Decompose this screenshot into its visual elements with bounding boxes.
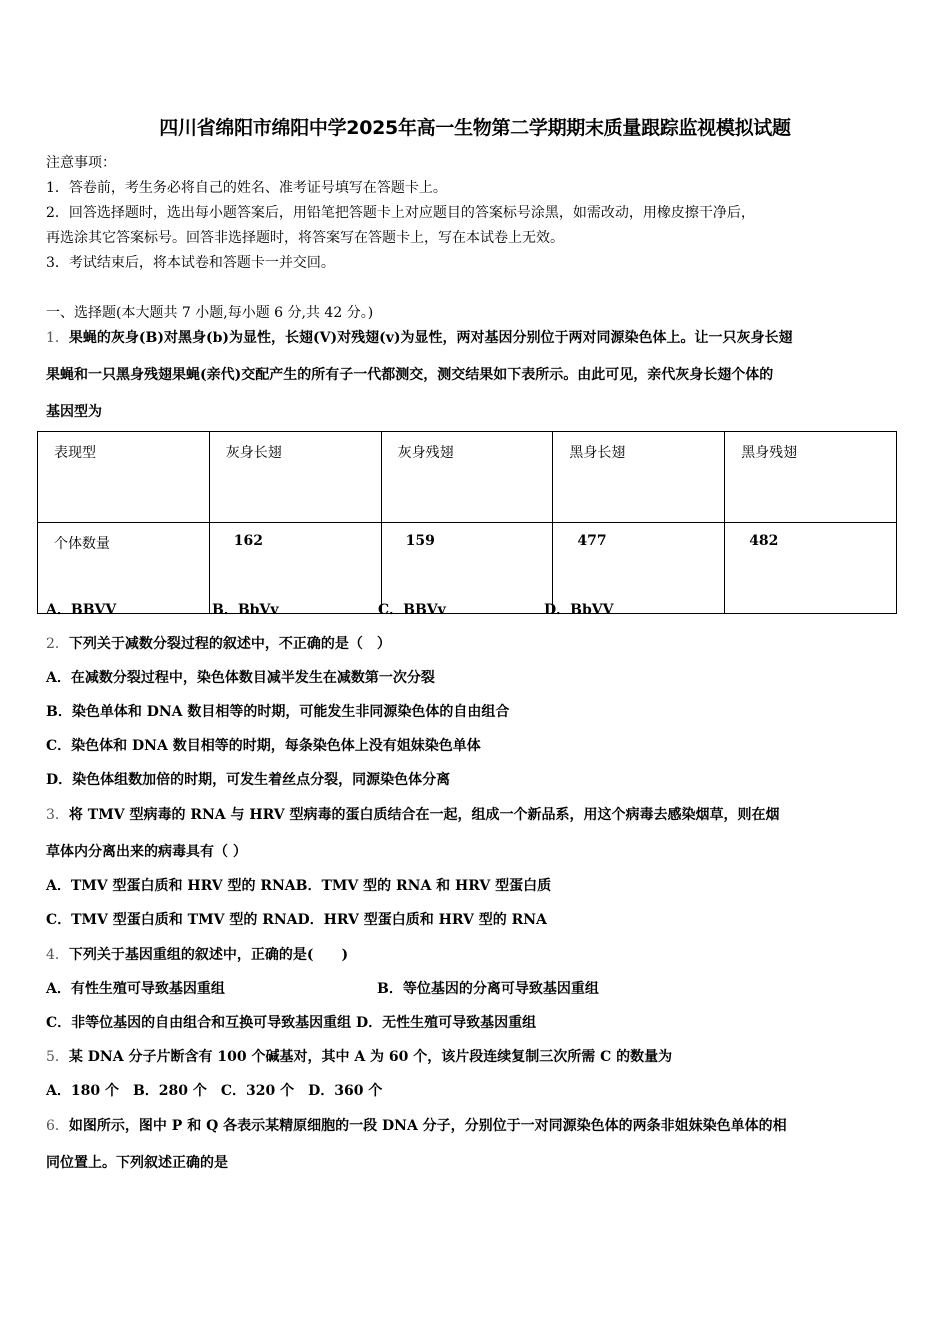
q4-options-ab xyxy=(46,978,906,998)
table-header-cell: 黑身残翅 xyxy=(725,432,897,523)
q1-options xyxy=(46,599,906,619)
q4-options-cd: C．非等位基因的自由组合和互换可导致基因重组 D．无性生殖可导致基因重组 xyxy=(46,1015,537,1031)
q6-line-2: 同位置上。下列叙述正确的是 xyxy=(46,1155,228,1171)
table-cell: 477 xyxy=(553,523,725,614)
notice-item-1: 1．答卷前，考生务必将自己的姓名、准考证号填写在答题卡上。 xyxy=(46,180,447,196)
q5-stem xyxy=(46,1046,906,1066)
q2-stem xyxy=(46,633,906,653)
q1-line-3: 基因型为 xyxy=(46,404,102,420)
section-heading: 一、选择题(本大题共 7 小题,每小题 6 分,共 42 分。) xyxy=(46,305,374,321)
q4-text: 下列关于基因重组的叙述中，正确的是( ) xyxy=(68,947,349,963)
table-cell: 159 xyxy=(381,523,553,614)
table-header-cell: 黑身长翅 xyxy=(553,432,725,523)
q1-option-d: D．BbVV xyxy=(544,602,614,618)
notice-item-3: 3．考试结束后，将本试卷和答题卡一并交回。 xyxy=(46,255,335,271)
q4-number: 4． xyxy=(46,947,69,963)
q1-line-2: 果蝇和一只黑身残翅果蝇(亲代)交配产生的所有子一代都测交，测交结果如下表所示。由此可见，亲代灰身长翅个体的 xyxy=(46,367,774,383)
q5-text: 某 DNA 分子片断含有 100 个碱基对，其中 A 为 60 个，该片段连续复制三次所需 C 的数量为 xyxy=(68,1049,673,1065)
q2-number: 2． xyxy=(46,636,69,652)
q3-line-2: 草体内分离出来的病毒具有（ ） xyxy=(46,844,247,860)
q2-option-d: D．染色体组数加倍的时期，可发生着丝点分裂，同源染色体分离 xyxy=(46,772,451,788)
table-header-cell: 灰身长翅 xyxy=(209,432,381,523)
q6-number: 6． xyxy=(46,1118,69,1134)
notice-item-2: 2．回答选择题时，选出每小题答案后，用铅笔把答题卡上对应题目的答案标号涂黑，如需改动，用橡皮擦干净后， xyxy=(46,205,755,221)
table-row-label: 个体数量 xyxy=(38,523,210,614)
table-header-row xyxy=(38,432,897,523)
q2-text: 下列关于减数分裂过程的叙述中，不正确的是（ ） xyxy=(68,636,391,652)
notice-heading: 注意事项： xyxy=(46,155,116,171)
q2-option-b: B．染色单体和 DNA 数目相等的时期，可能发生非同源染色体的自由组合 xyxy=(46,704,510,720)
q4-option-b: B．等位基因的分离可导致基因重组 xyxy=(377,981,599,997)
q5-number: 5． xyxy=(46,1049,69,1065)
page-title: 四川省绵阳市绵阳中学2025年高一生物第二学期期末质量跟踪监视模拟试题 xyxy=(159,117,791,139)
q5-options: A．180 个 B．280 个 C．320 个 D．360 个 xyxy=(46,1083,383,1099)
q4-stem xyxy=(46,944,906,964)
q1-option-a: A．BBVV xyxy=(46,602,117,618)
table-header-cell: 表现型 xyxy=(38,432,210,523)
q1-option-b: B．BbVv xyxy=(212,602,279,618)
notice-item-2-cont: 再选涂其它答案标号。回答非选择题时，将答案写在答题卡上，写在本试卷上无效。 xyxy=(46,230,564,246)
q3-number: 3． xyxy=(46,807,69,823)
q6-text-1: 如图所示，图中 P 和 Q 各表示某精原细胞的一段 DNA 分子，分别位于一对同源染色体的两条非姐妹染色单体的相 xyxy=(68,1118,787,1134)
q3-line-1 xyxy=(46,804,906,824)
q6-line-1 xyxy=(46,1115,906,1135)
q3-options-cd: C．TMV 型蛋白质和 TMV 型的 RNAD．HRV 型蛋白质和 HRV 型的 RNA xyxy=(46,912,547,928)
q2-option-a: A．在减数分裂过程中，染色体数目减半发生在减数第一次分裂 xyxy=(46,670,435,686)
q1-number: 1． xyxy=(46,330,69,346)
q3-text-1: 将 TMV 型病毒的 RNA 与 HRV 型病毒的蛋白质结合在一起，组成一个新品系，用这个病毒去感染烟草，则在烟 xyxy=(68,807,780,823)
q1-line-1 xyxy=(46,327,906,347)
q1-option-c: C．BBVv xyxy=(378,602,446,618)
table-cell: 482 xyxy=(725,523,897,614)
table-cell: 162 xyxy=(209,523,381,614)
q3-options-ab: A．TMV 型蛋白质和 HRV 型的 RNAB．TMV 型的 RNA 和 HRV 型蛋白质 xyxy=(46,878,552,894)
q2-option-c: C．染色体和 DNA 数目相等的时期，每条染色体上没有姐妹染色单体 xyxy=(46,738,481,754)
phenotype-table xyxy=(37,431,897,614)
q1-text-1: 果蝇的灰身(B)对黑身(b)为显性，长翅(V)对残翅(v)为显性，两对基因分别位于两对同源染色体上。让一只灰身长翅 xyxy=(68,330,793,346)
table-header-cell: 灰身残翅 xyxy=(381,432,553,523)
q4-option-a: A．有性生殖可导致基因重组 xyxy=(46,981,225,997)
